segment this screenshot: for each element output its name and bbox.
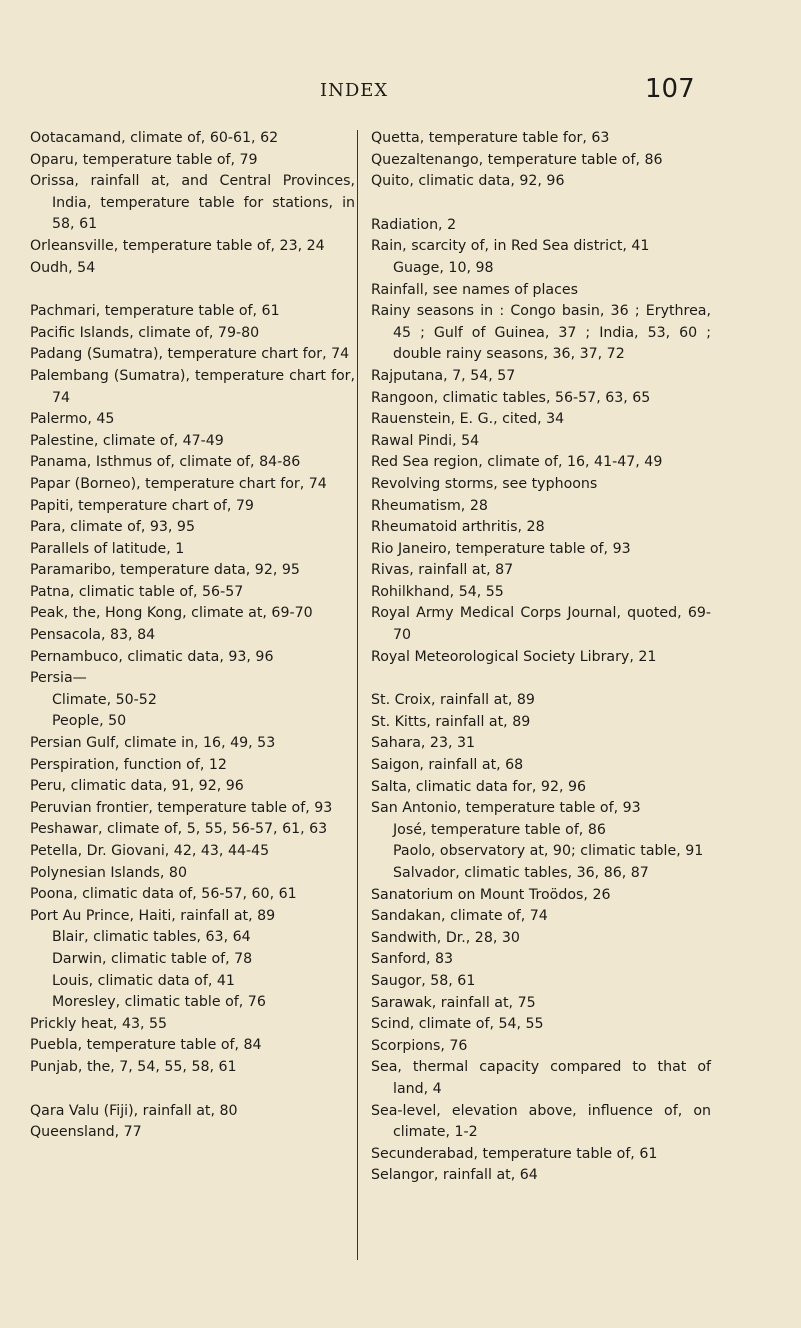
index-entry: Secunderabad, temperature table of, 61 (371, 1145, 658, 1162)
index-entry: Rohilkhand, 54, 55 (371, 583, 504, 600)
index-subentry: José, temperature table of, 86 (393, 821, 606, 838)
index-entry: Pachmari, temperature table of, 61 (30, 303, 280, 320)
index-entry: Queensland, 77 (30, 1124, 142, 1141)
index-entry: Palermo, 45 (30, 411, 115, 428)
index-entry: Papar (Borneo), temperature chart for, 74 (30, 475, 327, 492)
index-entry: Saigon, rainfall at, 68 (371, 757, 524, 774)
index-entry: Quetta, temperature table for, 63 (371, 130, 610, 146)
index-subentry: Blair, climatic tables, 63, 64 (52, 929, 251, 946)
index-entry: Rio Janeiro, temperature table of, 93 (371, 540, 631, 557)
index-entry: Radiation, 2 (371, 216, 457, 233)
index-subentry: Climate, 50-52 (52, 691, 157, 708)
index-entry: Royal Meteorological Society Library, 21 (371, 648, 657, 665)
index-entry: Salta, climatic data for, 92, 96 (371, 778, 587, 795)
index-entry: Palestine, climate of, 47-49 (30, 432, 224, 449)
letter-gap (30, 1079, 355, 1101)
index-entry: Sandwith, Dr., 28, 30 (371, 929, 520, 946)
index-column-right (371, 128, 711, 1187)
index-entry: Pacific Islands, climate of, 79-80 (30, 324, 260, 341)
letter-gap (30, 279, 355, 301)
index-entry: Scind, climate of, 54, 55 (371, 1016, 544, 1033)
running-head: INDEX (320, 80, 389, 101)
index-entry: Red Sea region, climate of, 16, 41-47, 49 (371, 454, 663, 471)
index-entry: Polynesian Islands, 80 (30, 864, 187, 881)
index-entry: Rivas, rainfall at, 87 (371, 562, 514, 579)
index-entry: Punjab, the, 7, 54, 55, 58, 61 (30, 1058, 237, 1075)
index-subentry: Paolo, observatory at, 90; climatic table, 91 (393, 843, 704, 860)
index-subentry: Guage, 10, 98 (393, 259, 494, 276)
index-entry: Orleansville, temperature table of, 23, 24 (30, 237, 325, 254)
index-entry: Peruvian frontier, temperature table of, 93 (30, 799, 333, 816)
index-entry: Rajputana, 7, 54, 57 (371, 367, 516, 384)
index-entry: Sandakan, climate of, 74 (371, 908, 548, 925)
column-divider (357, 130, 358, 1260)
index-entry: Oudh, 54 (30, 259, 96, 276)
index-entry: Scorpions, 76 (371, 1037, 468, 1054)
index-entry: Padang (Sumatra), temperature chart for, 74 (30, 346, 350, 363)
index-entry: Sahara, 23, 31 (371, 735, 476, 752)
index-subentry: Moresley, climatic table of, 76 (52, 994, 266, 1011)
index-subentry: Salvador, climatic tables, 36, 86, 87 (393, 865, 649, 881)
letter-gap (371, 193, 711, 215)
index-entry: Sanatorium on Mount Troödos, 26 (371, 886, 611, 903)
index-subentry: Darwin, climatic table of, 78 (52, 950, 253, 967)
index-entry: St. Kitts, rainfall at, 89 (371, 713, 531, 730)
index-entry: Selangor, rainfall at, 64 (371, 1167, 538, 1184)
index-entry: Saugor, 58, 61 (371, 972, 476, 989)
index-entry: Rain, scarcity of, in Red Sea district, 41 (371, 238, 650, 255)
index-entry: Paramaribo, temperature data, 92, 95 (30, 562, 300, 579)
index-entry: Pernambuco, climatic data, 93, 96 (30, 648, 274, 665)
index-entry: Rheumatism, 28 (371, 497, 488, 514)
index-entry: Rainfall, see names of places (371, 281, 579, 298)
index-entry: Orissa, rainfall at, and Central Provinces, India, temperature table for stations, in 58, 61 (30, 173, 355, 233)
index-entry: Petella, Dr. Giovani, 42, 43, 44-45 (30, 843, 270, 859)
index-entry: Prickly heat, 43, 55 (30, 1015, 168, 1032)
index-entry: Papiti, temperature chart of, 79 (30, 497, 254, 514)
index-entry: Poona, climatic data of, 56-57, 60, 61 (30, 886, 297, 903)
index-entry: Palembang (Sumatra), temperature chart for, 74 (30, 367, 355, 406)
index-entry: Sanford, 83 (371, 951, 454, 968)
index-entry: Persian Gulf, climate in, 16, 49, 53 (30, 735, 276, 752)
index-entry: Quito, climatic data, 92, 96 (371, 173, 565, 190)
index-entry: Sea-level, elevation above, influence of, on climate, 1-2 (371, 1102, 711, 1141)
index-subentry: Louis, climatic data of, 41 (52, 972, 235, 989)
index-entry: Peshawar, climate of, 5, 55, 56-57, 61, 63 (30, 821, 328, 838)
index-entry: Peru, climatic data, 91, 92, 96 (30, 778, 244, 795)
index-entry: Rainy seasons in : Congo basin, 36 ; Erythrea, 45 ; Gulf of Guinea, 37 ; India, 53, 60 ; double rainy seasons, 36, 37, 72 (371, 303, 711, 363)
index-entry: Peak, the, Hong Kong, climate at, 69-70 (30, 605, 313, 622)
index-entry: Ootacamand, climate of, 60-61, 62 (30, 130, 279, 146)
index-entry: Para, climate of, 93, 95 (30, 519, 195, 536)
index-entry: Port Au Prince, Haiti, rainfall at, 89 (30, 907, 276, 924)
index-entry: Qara Valu (Fiji), rainfall at, 80 (30, 1102, 238, 1119)
index-entry: Persia— (30, 670, 87, 687)
index-entry: Pensacola, 83, 84 (30, 627, 156, 644)
index-entry: Rawal Pindi, 54 (371, 432, 480, 449)
index-entry: Rheumatoid arthritis, 28 (371, 519, 545, 536)
index-entry: Revolving storms, see typhoons (371, 475, 598, 492)
index-entry: Oparu, temperature table of, 79 (30, 151, 258, 168)
index-entry: Perspiration, function of, 12 (30, 756, 227, 773)
index-entry: Puebla, temperature table of, 84 (30, 1037, 262, 1054)
index-entry: Rauenstein, E. G., cited, 34 (371, 411, 565, 428)
index-entry: San Antonio, temperature table of, 93 (371, 800, 641, 817)
index-entry: Rangoon, climatic tables, 56-57, 63, 65 (371, 389, 651, 406)
page-header (0, 74, 801, 104)
index-entry: Parallels of latitude, 1 (30, 540, 185, 557)
index-entry: Panama, Isthmus of, climate of, 84-86 (30, 454, 301, 471)
letter-gap (371, 668, 711, 690)
index-subentry: People, 50 (52, 713, 127, 730)
page-number: 107 (645, 74, 695, 104)
index-entry: Patna, climatic table of, 56-57 (30, 583, 244, 600)
index-entry: Quezaltenango, temperature table of, 86 (371, 151, 663, 168)
index-column-left (30, 128, 355, 1144)
index-entry: Sarawak, rainfall at, 75 (371, 994, 536, 1011)
index-entry: St. Croix, rainfall at, 89 (371, 692, 535, 709)
index-entry: Sea, thermal capacity compared to that of land, 4 (371, 1059, 711, 1097)
index-entry: Royal Army Medical Corps Journal, quoted, 69-70 (371, 605, 711, 644)
